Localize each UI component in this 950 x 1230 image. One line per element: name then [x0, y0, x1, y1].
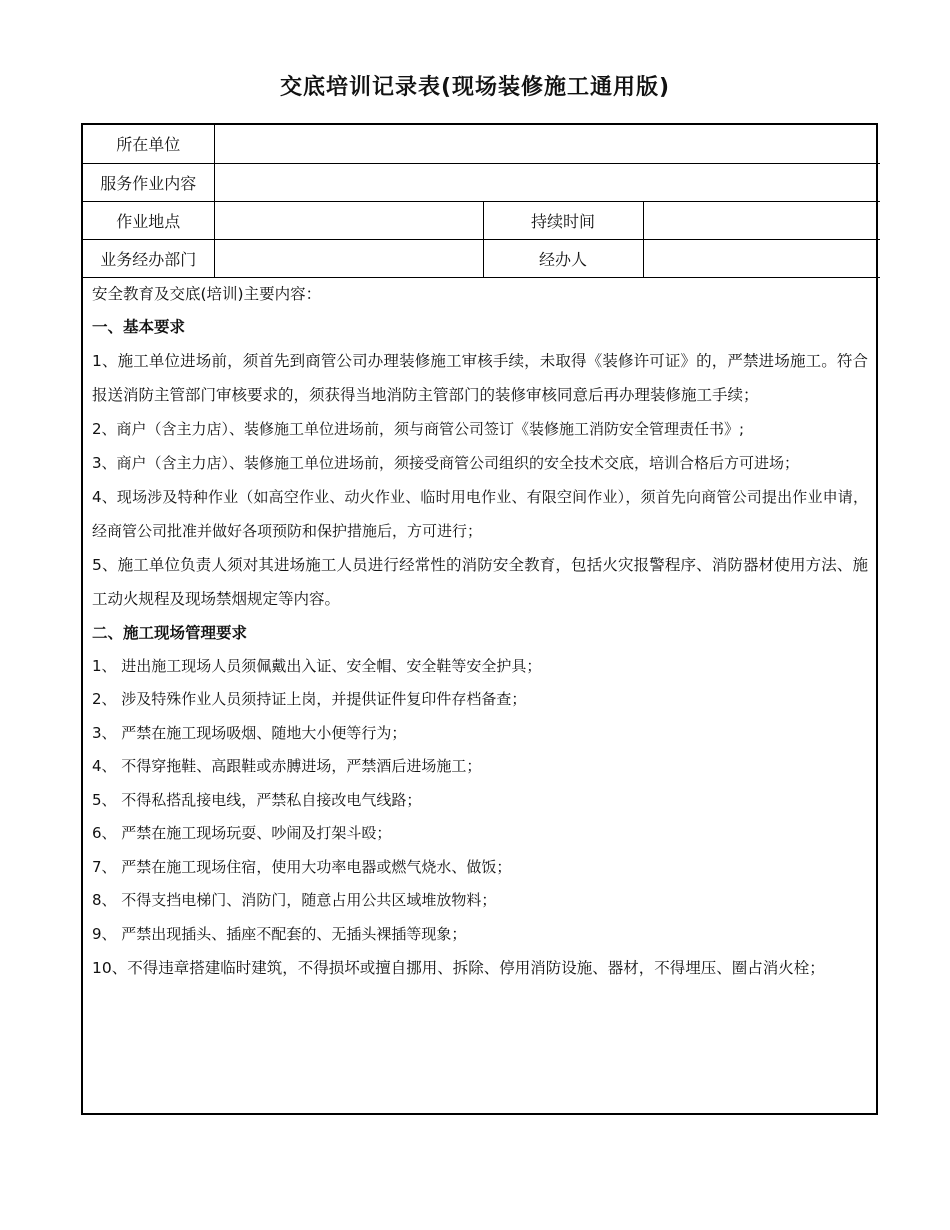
section-2-item: 8、 不得支挡电梯门、消防门，随意占用公共区域堆放物料；	[92, 891, 497, 909]
section-2-item: 10、不得违章搭建临时建筑，不得损坏或擅自挪用、拆除、停用消防设施、器材，不得埋压、圈占消火栓；	[92, 959, 825, 977]
location-label: 作业地点	[83, 201, 214, 239]
section-2-item: 7、 严禁在施工现场住宿，使用大功率电器或燃气烧水、做饭；	[92, 857, 512, 876]
unit-label: 所在单位	[83, 125, 214, 163]
section-2-item: 5、 不得私搭乱接电线，严禁私自接改电气线路；	[92, 790, 422, 809]
section-2-item: 3、 严禁在施工现场吸烟、随地大小便等行为；	[92, 723, 407, 742]
section-1-item: 5、施工单位负责人须对其进场施工人员进行经常性的消防安全教育，包括火灾报警程序、消防器材使用方法、施工动火规程及现场禁烟规定等内容。	[92, 555, 868, 608]
record-form	[81, 123, 878, 1115]
service-row	[83, 163, 880, 201]
content-area	[83, 278, 876, 986]
section-2-heading: 二、施工现场管理要求	[92, 623, 248, 642]
duration-label: 持续时间	[483, 201, 643, 239]
unit-field[interactable]	[214, 125, 880, 163]
section-2-item: 1、 进出施工现场人员须佩戴出入证、安全帽、安全鞋等安全护具；	[92, 656, 542, 675]
service-field[interactable]	[214, 163, 880, 201]
dept-row	[83, 239, 880, 277]
dept-label: 业务经办部门	[83, 239, 214, 277]
page-title: 交底培训记录表(现场装修施工通用版)	[279, 75, 671, 100]
section-2-item: 4、 不得穿拖鞋、高跟鞋或赤膊进场，严禁酒后进场施工；	[92, 757, 482, 775]
section-1-item: 1、施工单位进场前，须首先到商管公司办理装修施工审核手续，未取得《装修许可证》的，严禁进场施工。符合报送消防主管部门审核要求的，须获得当地消防主管部门的装修审核同意后再办理装修施工手续；	[92, 351, 868, 404]
section-2-item: 9、 严禁出现插头、插座不配套的、无插头裸插等现象；	[92, 924, 467, 943]
location-field[interactable]	[214, 201, 483, 239]
section-2-item: 2、 涉及特殊作业人员须持证上岗，并提供证件复印件存档备查；	[92, 690, 527, 708]
header-table	[83, 125, 880, 278]
dept-field[interactable]	[214, 239, 483, 277]
section-2-item: 6、 严禁在施工现场玩耍、吵闹及打架斗殴；	[92, 824, 392, 842]
section-1-item: 3、商户（含主力店）、装修施工单位进场前，须接受商管公司组织的安全技术交底，培训合格后方可进场；	[92, 453, 800, 472]
handler-label: 经办人	[483, 239, 643, 277]
section-1-item: 2、商户（含主力店）、装修施工单位进场前，须与商管公司签订《装修施工消防安全管理责任书》;	[92, 419, 745, 438]
content-intro: 安全教育及交底(培训)主要内容：	[92, 284, 322, 303]
section-1-heading: 一、基本要求	[92, 317, 186, 336]
service-label: 服务作业内容	[83, 163, 214, 201]
location-row	[83, 201, 880, 239]
section-1-item: 4、现场涉及特种作业（如高空作业、动火作业、临时用电作业、有限空间作业），须首先向商管公司提出作业申请，经商管公司批准并做好各项预防和保护措施后，方可进行；	[92, 487, 868, 540]
unit-row	[83, 125, 880, 163]
duration-field[interactable]	[643, 201, 880, 239]
handler-field[interactable]	[643, 239, 880, 277]
